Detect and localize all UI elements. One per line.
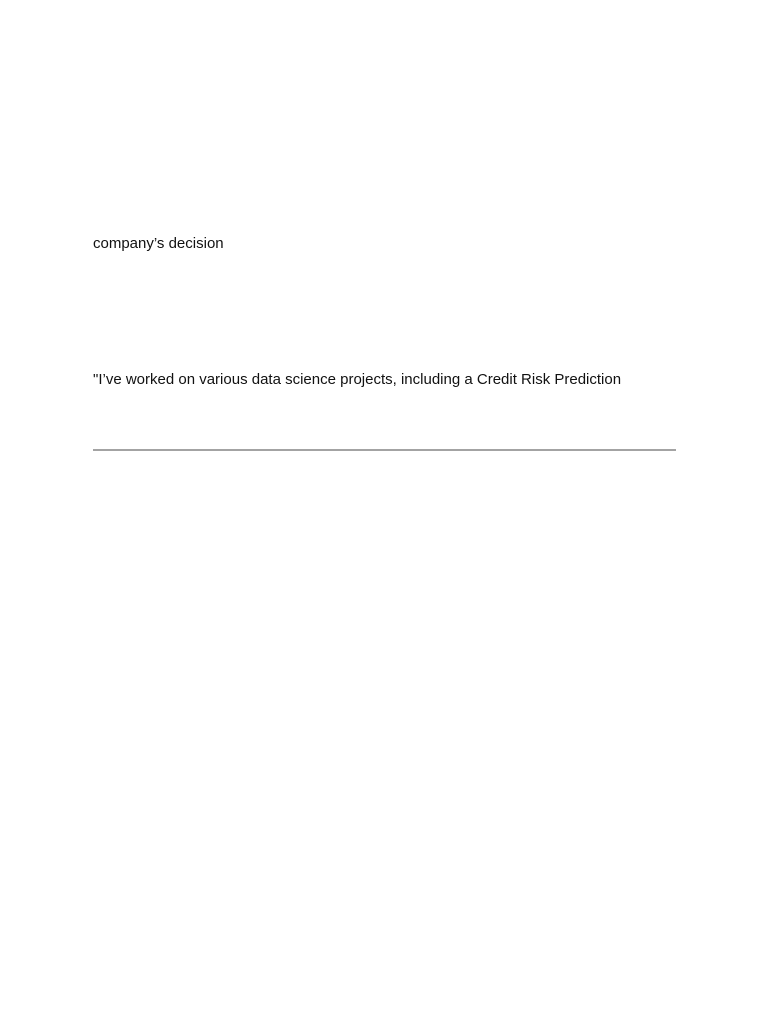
text-line-company-decision: company’s decision — [93, 235, 224, 252]
text-line-projects-quote: "I’ve worked on various data science projects, including a Credit Risk Prediction — [93, 371, 622, 388]
horizontal-divider — [93, 449, 676, 451]
